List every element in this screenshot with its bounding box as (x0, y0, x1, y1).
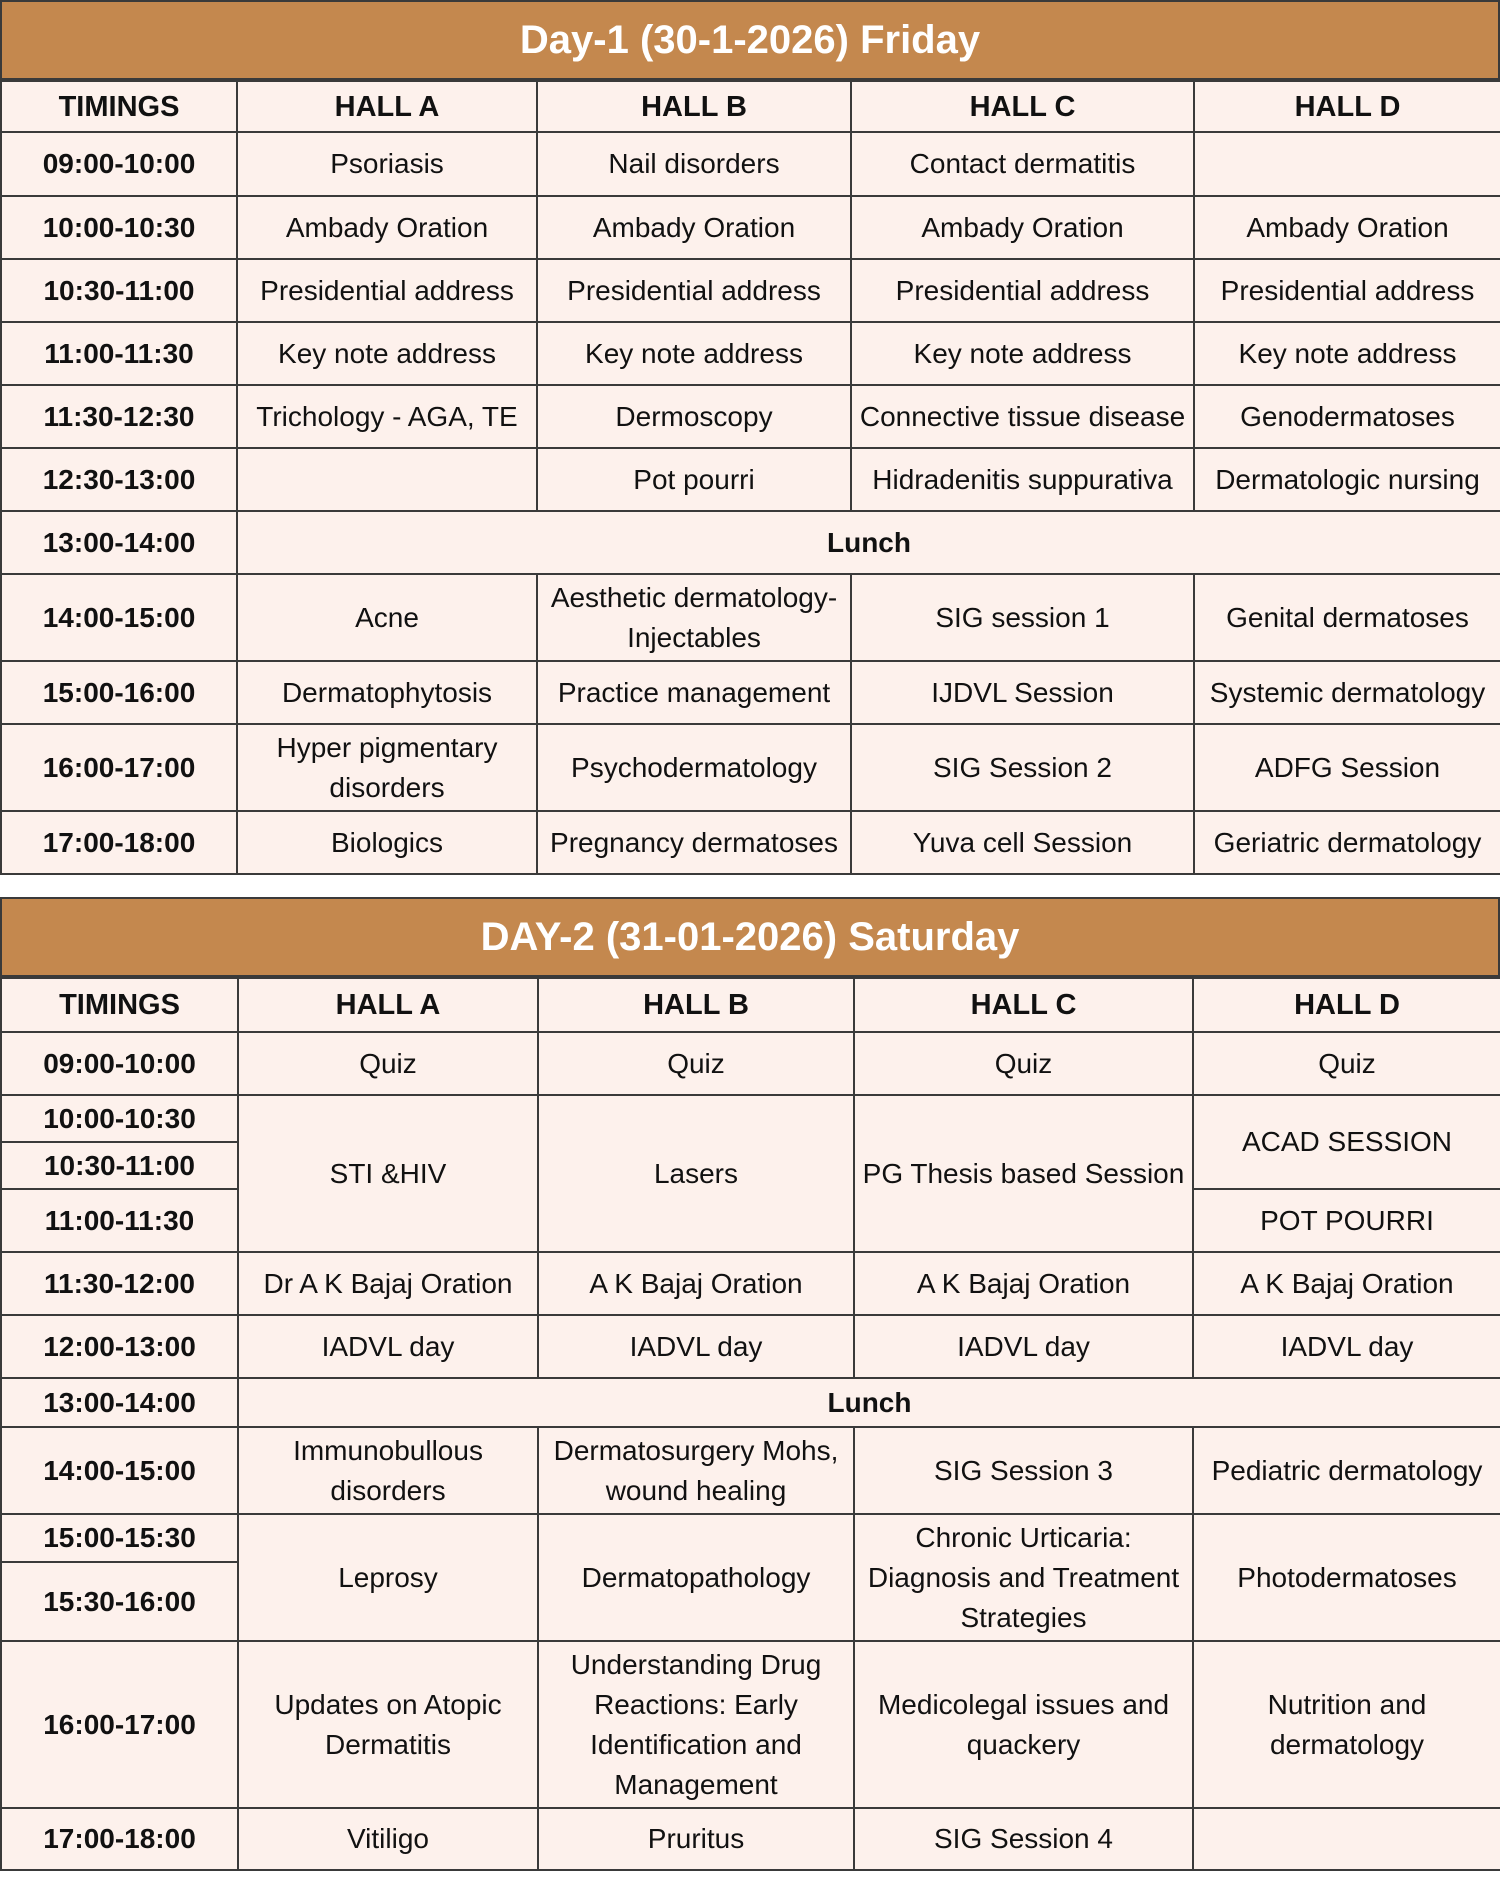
table-row (1, 259, 1500, 322)
session-cell: SIG session 1 (851, 574, 1194, 661)
session-cell: Geriatric dermatology (1194, 811, 1500, 874)
session-cell: Trichology - AGA, TE (237, 385, 537, 448)
session-cell: Psychodermatology (537, 724, 851, 811)
time-cell: 09:00-10:00 (1, 132, 237, 196)
session-cell: Key note address (1194, 322, 1500, 385)
session-cell: ACAD SESSION (1193, 1095, 1500, 1189)
time-cell: 13:00-14:00 (1, 511, 237, 574)
time-cell: 11:30-12:30 (1, 385, 237, 448)
lunch-cell: Lunch (238, 1378, 1500, 1427)
session-cell: Nutrition and dermatology (1193, 1641, 1500, 1808)
header-timings: TIMINGS (1, 978, 238, 1032)
time-cell: 11:00-11:30 (1, 322, 237, 385)
table-row (1, 574, 1500, 661)
session-cell: Presidential address (237, 259, 537, 322)
header-hall-b: HALL B (537, 81, 851, 132)
session-cell: Dermatologic nursing (1194, 448, 1500, 511)
session-cell: Quiz (854, 1032, 1193, 1095)
session-cell: Hyper pigmentary disorders (237, 724, 537, 811)
table-row (1, 322, 1500, 385)
session-cell: A K Bajaj Oration (538, 1252, 854, 1315)
time-cell: 16:00-17:00 (1, 724, 237, 811)
time-cell: 09:00-10:00 (1, 1032, 238, 1095)
day2-table (0, 977, 1500, 1871)
time-cell: 16:00-17:00 (1, 1641, 238, 1808)
session-cell: Vitiligo (238, 1808, 538, 1870)
table-row (1, 1641, 1500, 1808)
session-cell: Dermoscopy (537, 385, 851, 448)
session-cell: Chronic Urticaria: Diagnosis and Treatment Strategies (854, 1514, 1193, 1641)
time-cell: 17:00-18:00 (1, 811, 237, 874)
session-cell: Aesthetic dermatology-Injectables (537, 574, 851, 661)
day2-title: DAY-2 (31-01-2026) Saturday (0, 897, 1500, 977)
session-cell: Pediatric dermatology (1193, 1427, 1500, 1514)
table-row (1, 811, 1500, 874)
session-cell: Photodermatoses (1193, 1514, 1500, 1641)
session-cell: Acne (237, 574, 537, 661)
table-row (1, 385, 1500, 448)
table-row (1, 724, 1500, 811)
table-row (1, 132, 1500, 196)
session-cell: Presidential address (851, 259, 1194, 322)
header-hall-a: HALL A (237, 81, 537, 132)
table-row (1, 196, 1500, 259)
session-cell: Systemic dermatology (1194, 661, 1500, 724)
time-cell: 10:00-10:30 (1, 196, 237, 259)
session-cell: IADVL day (1193, 1315, 1500, 1378)
header-hall-a: HALL A (238, 978, 538, 1032)
time-cell: 15:30-16:00 (1, 1562, 238, 1641)
header-hall-d: HALL D (1193, 978, 1500, 1032)
time-cell: 11:30-12:00 (1, 1252, 238, 1315)
time-cell: 10:30-11:00 (1, 1142, 238, 1189)
session-cell: Updates on Atopic Dermatitis (238, 1641, 538, 1808)
session-cell: Key note address (851, 322, 1194, 385)
day2-schedule (0, 897, 1500, 1871)
session-cell: IJDVL Session (851, 661, 1194, 724)
session-cell: IADVL day (538, 1315, 854, 1378)
session-cell: Lasers (538, 1095, 854, 1252)
session-cell: Medicolegal issues and quackery (854, 1641, 1193, 1808)
day1-schedule (0, 0, 1500, 875)
table-row (1, 448, 1500, 511)
session-cell: SIG Session 2 (851, 724, 1194, 811)
session-cell: Dermatophytosis (237, 661, 537, 724)
table-row (1, 1032, 1500, 1095)
lunch-cell: Lunch (237, 511, 1500, 574)
session-cell: Pruritus (538, 1808, 854, 1870)
session-cell: Genodermatoses (1194, 385, 1500, 448)
time-cell: 15:00-16:00 (1, 661, 237, 724)
session-cell: Nail disorders (537, 132, 851, 196)
time-cell: 14:00-15:00 (1, 574, 237, 661)
time-cell: 13:00-14:00 (1, 1378, 238, 1427)
session-cell (1193, 1808, 1500, 1870)
session-cell: Hidradenitis suppurativa (851, 448, 1194, 511)
session-cell: Ambady Oration (237, 196, 537, 259)
session-cell: Presidential address (537, 259, 851, 322)
time-cell: 12:30-13:00 (1, 448, 237, 511)
session-cell: Yuva cell Session (851, 811, 1194, 874)
session-cell: Quiz (1193, 1032, 1500, 1095)
session-cell: Ambady Oration (537, 196, 851, 259)
session-cell (1194, 132, 1500, 196)
day1-title: Day-1 (30-1-2026) Friday (0, 0, 1500, 80)
day2-header-row (1, 978, 1500, 1032)
session-cell: SIG Session 3 (854, 1427, 1193, 1514)
table-row (1, 1252, 1500, 1315)
table-row (1, 1808, 1500, 1870)
session-cell: Dermatosurgery Mohs, wound healing (538, 1427, 854, 1514)
session-cell: IADVL day (854, 1315, 1193, 1378)
session-cell: Quiz (538, 1032, 854, 1095)
table-row (1, 1095, 1500, 1142)
session-cell: SIG Session 4 (854, 1808, 1193, 1870)
session-cell: Contact dermatitis (851, 132, 1194, 196)
session-cell: Psoriasis (237, 132, 537, 196)
session-cell: Practice management (537, 661, 851, 724)
session-cell: Biologics (237, 811, 537, 874)
time-cell: 11:00-11:30 (1, 1189, 238, 1252)
session-cell: PG Thesis based Session (854, 1095, 1193, 1252)
header-hall-b: HALL B (538, 978, 854, 1032)
lunch-row (1, 1378, 1500, 1427)
session-cell: A K Bajaj Oration (1193, 1252, 1500, 1315)
session-cell: Genital dermatoses (1194, 574, 1500, 661)
session-cell: Key note address (537, 322, 851, 385)
session-cell: Leprosy (238, 1514, 538, 1641)
session-cell: Immunobullous disorders (238, 1427, 538, 1514)
session-cell: Key note address (237, 322, 537, 385)
session-cell: Dermatopathology (538, 1514, 854, 1641)
session-cell: POT POURRI (1193, 1189, 1500, 1252)
session-cell: Connective tissue disease (851, 385, 1194, 448)
session-cell (237, 448, 537, 511)
session-cell: Dr A K Bajaj Oration (238, 1252, 538, 1315)
time-cell: 10:30-11:00 (1, 259, 237, 322)
header-hall-c: HALL C (854, 978, 1193, 1032)
session-cell: Understanding Drug Reactions: Early Identification and Management (538, 1641, 854, 1808)
session-cell: IADVL day (238, 1315, 538, 1378)
lunch-row (1, 511, 1500, 574)
time-cell: 17:00-18:00 (1, 1808, 238, 1870)
time-cell: 15:00-15:30 (1, 1514, 238, 1562)
session-cell: STI &HIV (238, 1095, 538, 1252)
time-cell: 14:00-15:00 (1, 1427, 238, 1514)
table-row (1, 1315, 1500, 1378)
session-cell: Quiz (238, 1032, 538, 1095)
session-cell: ADFG Session (1194, 724, 1500, 811)
time-cell: 10:00-10:30 (1, 1095, 238, 1142)
session-cell: Ambady Oration (851, 196, 1194, 259)
time-cell: 12:00-13:00 (1, 1315, 238, 1378)
day1-table (0, 80, 1500, 875)
header-hall-c: HALL C (851, 81, 1194, 132)
header-hall-d: HALL D (1194, 81, 1500, 132)
table-row (1, 661, 1500, 724)
session-cell: Pot pourri (537, 448, 851, 511)
session-cell: Presidential address (1194, 259, 1500, 322)
session-cell: A K Bajaj Oration (854, 1252, 1193, 1315)
table-row (1, 1514, 1500, 1562)
session-cell: Pregnancy dermatoses (537, 811, 851, 874)
day1-header-row (1, 81, 1500, 132)
session-cell: Ambady Oration (1194, 196, 1500, 259)
header-timings: TIMINGS (1, 81, 237, 132)
table-row (1, 1427, 1500, 1514)
